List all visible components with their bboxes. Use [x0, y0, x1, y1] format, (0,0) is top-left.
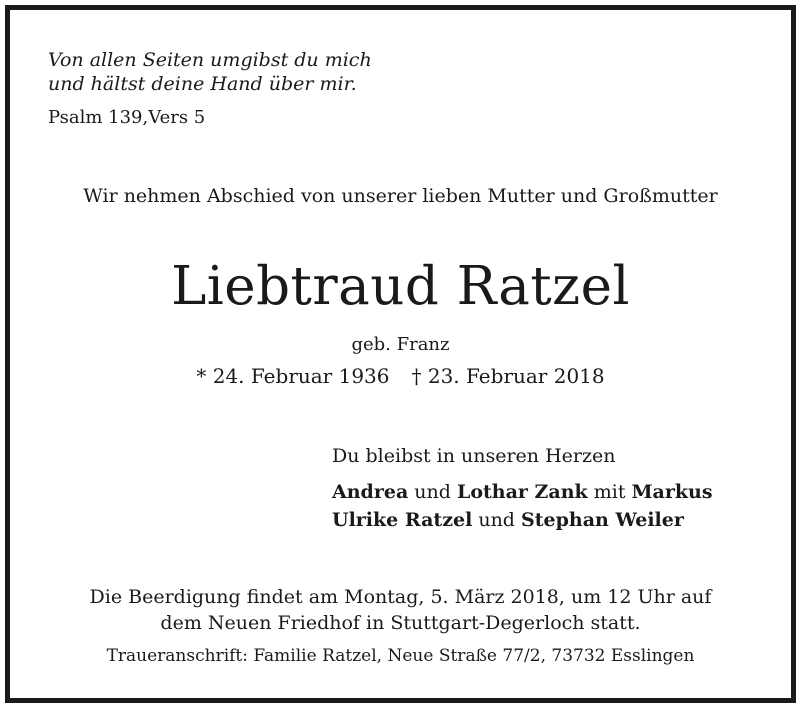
verse-reference: Psalm 139,Vers 5: [48, 107, 206, 128]
deceased-name: Liebtraud Ratzel: [171, 256, 630, 317]
connector-text: und: [472, 509, 522, 531]
birth-date: * 24. Februar 1936: [196, 364, 390, 388]
mourners-line-2: [332, 506, 713, 534]
connector-text: und: [408, 481, 457, 503]
mourner-name: Markus: [631, 481, 713, 503]
death-date: † 23. Februar 2018: [411, 364, 605, 388]
funeral-notice: Die Beerdigung findet am Montag, 5. März 2018, um 12 Uhr auf dem Neuen Friedhof in Stuttgart-Degerloch statt.: [89, 586, 712, 634]
mourners-lead: Du bleibst in unseren Herzen: [332, 445, 616, 467]
mourners-block: [332, 442, 713, 534]
mourning-address: Traueranschrift: Familie Ratzel, Neue Straße 77/2, 73732 Esslingen: [106, 646, 695, 666]
life-dates: [10, 363, 791, 389]
mourner-name: Andrea: [332, 481, 409, 503]
connector-text: mit: [587, 481, 632, 503]
birth-name: geb. Franz: [351, 334, 450, 355]
mourners-line-1: [332, 478, 713, 506]
mourner-name: Lothar Zank: [456, 481, 588, 503]
mourner-name: Ulrike Ratzel: [332, 509, 473, 531]
intro-text: Wir nehmen Abschied von unserer lieben Mutter und Großmutter: [83, 185, 718, 207]
obituary-frame: [5, 5, 796, 703]
verse-text: Von allen Seiten umgibst du mich und hältst deine Hand über mir.: [48, 49, 372, 95]
mourner-name: Stephan Weiler: [521, 509, 684, 531]
